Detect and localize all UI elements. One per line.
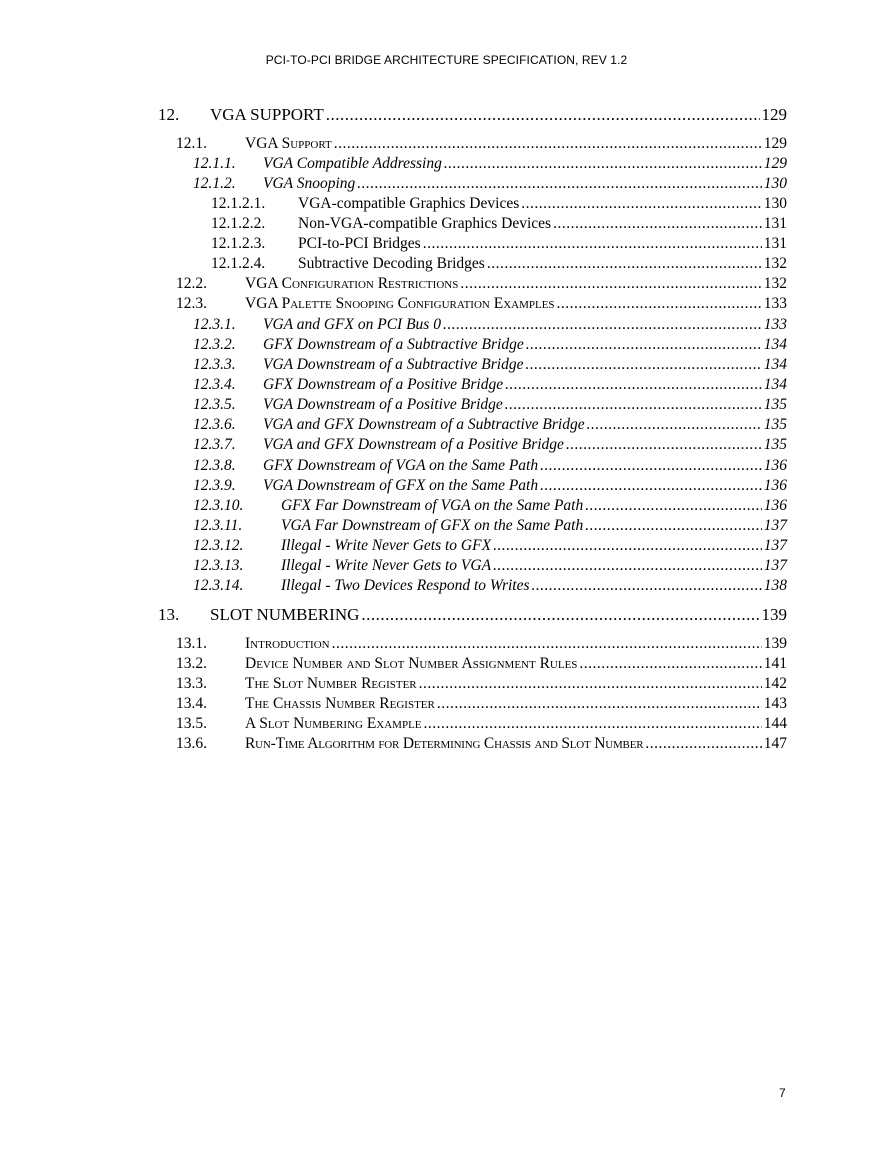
toc-page: 131: [763, 215, 787, 232]
toc-entry-12-3-9[interactable]: [193, 476, 787, 496]
toc-number: 13.2.: [176, 655, 207, 672]
toc-number: 12.3.4.: [193, 376, 236, 393]
toc-entry-12-3-13[interactable]: [193, 556, 787, 576]
toc-page: 133: [763, 316, 787, 333]
toc-title: VGA Configuration Restrictions: [245, 275, 459, 292]
toc-number: 12.3.12.: [193, 537, 244, 554]
toc-entry-13-3[interactable]: [176, 674, 787, 694]
leader-dots: [493, 536, 762, 556]
toc-entry-12-1-2-4[interactable]: [211, 254, 787, 274]
toc-page: 135: [763, 436, 787, 453]
toc-title: PCI-to-PCI Bridges: [298, 235, 421, 252]
toc-entry-12-3-1[interactable]: [193, 315, 787, 335]
toc-page: 139: [763, 635, 787, 652]
toc-page: 139: [761, 605, 787, 624]
toc-page: 137: [763, 517, 787, 534]
toc-title: GFX Downstream of a Positive Bridge: [263, 376, 504, 393]
toc-title: VGA and GFX Downstream of a Subtractive Bridge: [263, 416, 585, 433]
toc-page: 136: [763, 477, 787, 494]
toc-number: 12.3.1.: [193, 316, 236, 333]
leader-dots: [557, 294, 762, 314]
leader-dots: [532, 576, 762, 596]
toc-title: VGA and GFX Downstream of a Positive Bridge: [263, 436, 564, 453]
leader-dots: [437, 694, 762, 714]
leader-dots: [585, 496, 762, 516]
toc-title: The Chassis Number Register: [245, 695, 435, 712]
toc-entry-12-3-11[interactable]: [193, 516, 787, 536]
toc-entry-12[interactable]: [158, 105, 787, 125]
toc-title: Illegal - Two Devices Respond to Writes: [281, 577, 530, 594]
leader-dots: [357, 174, 761, 194]
toc-page: 143: [763, 695, 787, 712]
leader-dots: [326, 105, 760, 125]
toc-number: 13.: [158, 605, 180, 624]
toc-number: 12.1.2.3.: [211, 235, 266, 252]
toc-page: 138: [763, 577, 787, 594]
leader-dots: [645, 734, 761, 754]
toc-number: 12.3.11.: [193, 517, 243, 534]
toc-entry-12-3-10[interactable]: [193, 496, 787, 516]
toc-page: 130: [763, 195, 787, 212]
toc-title: Illegal - Write Never Gets to VGA: [281, 557, 492, 574]
leader-dots: [334, 134, 762, 154]
toc-number: 12.3.7.: [193, 436, 236, 453]
toc-title: VGA SUPPORT: [210, 105, 324, 124]
toc-entry-12-1-2-1[interactable]: [211, 194, 787, 214]
toc-page: 134: [763, 356, 787, 373]
leader-dots: [444, 154, 762, 174]
toc-entry-12-1[interactable]: [176, 134, 787, 154]
toc-entry-12-3-3[interactable]: [193, 355, 787, 375]
leader-dots: [579, 654, 761, 674]
toc-number: 12.1.2.1.: [211, 195, 266, 212]
leader-dots: [332, 634, 762, 654]
toc-entry-12-3-12[interactable]: [193, 536, 787, 556]
toc-page: 135: [763, 396, 787, 413]
toc-number: 12.3.2.: [193, 336, 236, 353]
running-header: PCI-TO-PCI BRIDGE ARCHITECTURE SPECIFICATION, REV 1.2: [265, 53, 628, 67]
toc-title: GFX Far Downstream of VGA on the Same Path: [281, 497, 584, 514]
toc-entry-13-1[interactable]: [176, 634, 787, 654]
toc-title: VGA Downstream of a Subtractive Bridge: [263, 356, 524, 373]
toc-page: 133: [763, 295, 787, 312]
leader-dots: [460, 274, 761, 294]
leader-dots: [505, 395, 762, 415]
toc-title: Illegal - Write Never Gets to GFX: [281, 537, 492, 554]
toc-page: 130: [763, 175, 787, 192]
toc-number: 12.: [158, 105, 180, 124]
leader-dots: [540, 476, 762, 496]
toc-title: GFX Downstream of VGA on the Same Path: [263, 457, 539, 474]
leader-dots: [443, 315, 762, 335]
toc-page: 137: [763, 537, 787, 554]
toc-page: 135: [763, 416, 787, 433]
leader-dots: [493, 556, 762, 576]
toc-entry-12-3[interactable]: [176, 294, 787, 314]
leader-dots: [419, 674, 762, 694]
toc-number: 12.3.: [176, 295, 207, 312]
toc-number: 12.3.14.: [193, 577, 244, 594]
toc-title: VGA-compatible Graphics Devices: [298, 195, 520, 212]
toc-number: 13.4.: [176, 695, 207, 712]
page-number: 7: [779, 1086, 786, 1100]
toc-title: GFX Downstream of a Subtractive Bridge: [263, 336, 524, 353]
toc-entry-12-3-4[interactable]: [193, 375, 787, 395]
toc-title: VGA Downstream of GFX on the Same Path: [263, 477, 539, 494]
toc-page: 142: [763, 675, 787, 692]
toc-number: 12.3.10.: [193, 497, 244, 514]
toc-entry-13-2[interactable]: [176, 654, 787, 674]
toc-title: Run-Time Algorithm for Determining Chassis and Slot Number: [245, 735, 644, 752]
toc-title: VGA and GFX on PCI Bus 0: [263, 316, 441, 333]
toc-number: 13.5.: [176, 715, 207, 732]
leader-dots: [540, 456, 762, 476]
leader-dots: [585, 516, 762, 536]
toc-entry-12-1-2[interactable]: [193, 174, 787, 194]
toc-entry-13-5[interactable]: [176, 714, 787, 734]
toc-page: 134: [763, 376, 787, 393]
toc-title: The Slot Number Register: [245, 675, 417, 692]
toc-page: 129: [763, 135, 787, 152]
toc-number: 12.3.6.: [193, 416, 236, 433]
toc-number: 12.1.2.2.: [211, 215, 266, 232]
toc-title: VGA Snooping: [263, 175, 356, 192]
toc-page: 134: [763, 336, 787, 353]
toc-entry-13[interactable]: [158, 605, 787, 625]
toc-entry-12-3-5[interactable]: [193, 395, 787, 415]
leader-dots: [526, 335, 762, 355]
toc-page: 129: [763, 155, 787, 172]
toc-number: 12.1.2.: [193, 175, 236, 192]
toc-number: 13.6.: [176, 735, 207, 752]
toc-number: 12.3.3.: [193, 356, 236, 373]
toc-title: VGA Palette Snooping Configuration Examples: [245, 295, 555, 312]
leader-dots: [487, 254, 762, 274]
leader-dots: [521, 194, 762, 214]
toc-entry-12-2[interactable]: [176, 274, 787, 294]
toc-title: Device Number and Slot Number Assignment Rules: [245, 655, 578, 672]
toc-entry-12-3-7[interactable]: [193, 435, 787, 455]
toc-number: 12.3.5.: [193, 396, 236, 413]
toc-page: 147: [763, 735, 787, 752]
toc-number: 12.2.: [176, 275, 207, 292]
toc-page: 136: [763, 457, 787, 474]
toc-entry-13-4[interactable]: [176, 694, 787, 714]
leader-dots: [423, 234, 762, 254]
toc-page: 141: [763, 655, 787, 672]
toc-page: 136: [763, 497, 787, 514]
toc-page: 132: [763, 255, 787, 272]
toc-entry-12-1-2-3[interactable]: [211, 234, 787, 254]
toc-title: Non-VGA-compatible Graphics Devices: [298, 215, 552, 232]
toc-entry-12-3-14[interactable]: [193, 576, 787, 596]
toc-title: VGA Downstream of a Positive Bridge: [263, 396, 503, 413]
toc-number: 12.3.9.: [193, 477, 236, 494]
leader-dots: [587, 415, 762, 435]
toc-entry-12-3-6[interactable]: [193, 415, 787, 435]
toc-number: 12.1.: [176, 135, 207, 152]
toc-number: 13.3.: [176, 675, 207, 692]
leader-dots: [424, 714, 762, 734]
toc-page: 132: [763, 275, 787, 292]
toc-page: 131: [763, 235, 787, 252]
toc-number: 13.1.: [176, 635, 207, 652]
leader-dots: [525, 355, 761, 375]
toc-number: 12.3.13.: [193, 557, 244, 574]
toc-entry-12-3-2[interactable]: [193, 335, 787, 355]
toc-title: VGA Far Downstream of GFX on the Same Path: [281, 517, 584, 534]
toc-title: A Slot Numbering Example: [245, 715, 422, 732]
leader-dots: [566, 435, 762, 455]
toc-entry-13-6[interactable]: [176, 734, 787, 754]
leader-dots: [361, 605, 759, 625]
toc-number: 12.1.1.: [193, 155, 236, 172]
leader-dots: [553, 214, 762, 234]
toc-title: VGA Compatible Addressing: [263, 155, 442, 172]
leader-dots: [505, 375, 762, 395]
toc-title: Introduction: [245, 635, 330, 652]
toc-page: 129: [761, 105, 787, 124]
toc-page: 144: [763, 715, 787, 732]
toc-entry-12-3-8[interactable]: [193, 456, 787, 476]
toc-page: 137: [763, 557, 787, 574]
toc-title: Subtractive Decoding Bridges: [298, 255, 485, 272]
toc-title: VGA Support: [245, 135, 332, 152]
toc-number: 12.3.8.: [193, 457, 236, 474]
toc-title: SLOT NUMBERING: [210, 605, 360, 624]
toc-entry-12-1-1[interactable]: [193, 154, 787, 174]
toc-entry-12-1-2-2[interactable]: [211, 214, 787, 234]
toc-number: 12.1.2.4.: [211, 255, 266, 272]
